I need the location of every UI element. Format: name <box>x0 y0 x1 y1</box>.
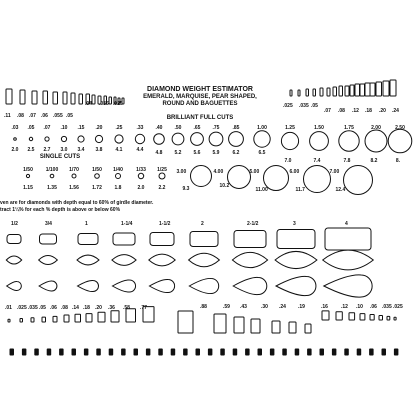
square-cut-cutout <box>31 318 34 322</box>
bottom-carat-label-right: .12 <box>341 304 348 310</box>
single-cut-cutout <box>116 174 121 179</box>
carat-label-top-left: .08 <box>17 113 24 119</box>
ruler-tick-mark <box>22 349 26 355</box>
baguette-cutout-top-right <box>350 85 354 96</box>
emerald-cut-cutout <box>40 234 57 244</box>
single-cut-carat-label: 1/40 <box>113 167 123 173</box>
baguette-cutout-top-right <box>306 89 309 96</box>
small-baguette-cutout <box>336 312 342 320</box>
square-cut-cutout <box>86 314 92 322</box>
big-round-carat-label: 6.00 <box>289 169 300 175</box>
carat-label-top-right: .18 <box>365 108 372 114</box>
brilliant-carat-label: .50 <box>174 125 182 131</box>
big-round-carat-label: 5.00 <box>249 169 260 175</box>
brilliant-cut-cutout <box>172 133 184 145</box>
brilliant-carat-label: .75 <box>212 125 220 131</box>
small-baguette-cutout <box>387 316 390 320</box>
bottom-carat-label-right: .025 <box>393 304 403 310</box>
small-baguette-cutout <box>370 315 374 320</box>
fancy-size-label: 4 <box>345 221 348 227</box>
bottom-carat-label-left: .58 <box>123 305 130 311</box>
small-baguette-cutout <box>394 317 396 320</box>
carat-label-top-mid: .025 <box>113 101 123 107</box>
ruler-tick-mark <box>308 349 312 355</box>
square-cut-cutout <box>75 314 81 322</box>
baguette-cutout-top-left <box>53 92 58 104</box>
depth-note-line-1: ven are for diamonds with depth equal to 60% of girdle diameter. <box>0 200 154 206</box>
emerald-cut-cutout <box>7 235 21 244</box>
square-cut-cutout <box>64 315 69 322</box>
carat-label-top-left: .07 <box>29 113 36 119</box>
brilliant-mm-label: 2.0 <box>11 147 19 153</box>
single-cut-carat-label: 1/50 <box>23 167 33 173</box>
bottom-carat-label-left: .025 <box>17 305 27 311</box>
single-cut-cutout <box>26 174 29 177</box>
pear-shape-cutout <box>112 280 135 292</box>
brilliant-cut-cutout <box>115 135 123 143</box>
brilliant-mm-label: 5.6 <box>193 150 201 156</box>
ruler-tick-mark <box>47 349 51 355</box>
emerald-cut-cutout <box>113 233 135 245</box>
single-cut-cutout <box>72 174 76 178</box>
brilliant-cut-cutout <box>135 134 144 143</box>
brilliant-cut-cutout-large <box>281 132 298 149</box>
ruler-tick-mark <box>184 349 188 355</box>
ruler-tick-mark <box>159 349 163 355</box>
fancy-size-label: 1/2 <box>11 221 18 227</box>
brilliant-carat-label: .05 <box>27 125 35 131</box>
ruler-tick-mark <box>332 349 336 355</box>
baguette-cutout-top-right <box>360 84 365 96</box>
bottom-carat-label-right: .24 <box>279 304 286 310</box>
brilliant-mm-label: 4.4 <box>136 147 144 153</box>
ruler-tick-mark <box>221 349 225 355</box>
marquise-cutout <box>149 254 175 266</box>
brilliant-mm-label: 2.7 <box>43 147 51 153</box>
brilliant-cut-cutout <box>45 137 49 141</box>
brilliant-carat-label-right: 2.50 <box>395 125 405 131</box>
baguette-cutout-top-left <box>109 97 112 104</box>
marquise-cutout <box>323 250 374 270</box>
carat-label-top-right: .12 <box>352 108 359 114</box>
brilliant-carat-label-right: 2.00 <box>371 125 381 131</box>
bottom-carat-label-right: .035 <box>382 304 392 310</box>
large-baguette-cutout <box>272 321 280 333</box>
baguette-cutout-top-right <box>320 88 323 96</box>
pear-shape-cutout <box>276 276 316 295</box>
emerald-cut-cutout <box>234 231 266 248</box>
ruler-tick-mark <box>357 349 361 355</box>
brilliant-mm-label: 3.0 <box>60 147 68 153</box>
marquise-cutout <box>6 256 21 264</box>
carat-label-top-right: .035 <box>299 103 309 109</box>
baguette-cutout-top-left <box>43 91 48 104</box>
brilliant-carat-label: .65 <box>193 125 201 131</box>
brilliant-cut-cutout <box>229 132 244 147</box>
single-cut-mm-label: 1.72 <box>92 185 102 191</box>
baguette-cutout-top-right <box>383 81 389 96</box>
baguette-cutout-top-left <box>92 95 95 104</box>
single-cut-mm-label: 1.8 <box>114 185 122 191</box>
brilliant-mm-label: 5.9 <box>212 150 220 156</box>
baguette-cutout-top-left <box>63 92 67 104</box>
square-cut-cutout <box>20 319 23 323</box>
brilliant-cut-cutout <box>154 134 165 145</box>
marquise-cutout <box>39 256 58 265</box>
brilliant-cut-cutout-large <box>310 132 329 151</box>
ruler-tick-mark <box>208 349 212 355</box>
brilliant-mm-label: 6.5 <box>258 150 266 156</box>
brilliant-mm-label-right: 7.4 <box>313 158 321 164</box>
brilliant-carat-label-right: 1.75 <box>344 125 354 131</box>
brilliant-mm-label: 4.1 <box>115 147 123 153</box>
big-round-mm-label: 10.2 <box>219 183 230 189</box>
marquise-cutout <box>112 255 136 266</box>
emerald-cut-cutout <box>325 228 371 250</box>
baguette-cutout-top-right <box>355 84 360 96</box>
baguette-cutout-top-left <box>6 89 12 104</box>
baguette-cutout-top-right <box>345 86 349 96</box>
big-round-mm-label: 11.00 <box>255 187 268 193</box>
bottom-carat-label-left: .14 <box>72 305 79 311</box>
ruler-tick-mark <box>394 349 398 355</box>
large-baguette-cutout <box>251 319 260 333</box>
ruler-tick-mark <box>246 349 250 355</box>
marquise-cutout <box>232 252 267 267</box>
fancy-size-label: 2-1/2 <box>247 221 259 227</box>
pear-shape-cutout <box>7 281 22 290</box>
brilliant-mm-label: 4.8 <box>155 150 163 156</box>
large-baguette-cutout <box>234 317 244 333</box>
carat-label-top-mid: .04 <box>85 101 92 107</box>
fancy-size-label: 2 <box>201 221 204 227</box>
ruler-tick-mark <box>60 349 64 355</box>
brilliant-cut-cutout <box>95 135 102 142</box>
brilliant-cut-cutout <box>61 136 66 141</box>
bottom-carat-label-left: .08 <box>61 305 68 311</box>
big-round-cutout <box>228 166 251 189</box>
brilliant-cut-cutout <box>14 138 17 141</box>
single-cut-mm-label: 1.56 <box>69 185 79 191</box>
carat-label-top-right: .20 <box>379 108 386 114</box>
fancy-size-label: 3 <box>293 221 296 227</box>
big-round-mm-label: 12.4 <box>335 187 346 193</box>
brilliant-cut-cutout <box>78 136 84 142</box>
large-baguette-cutout <box>289 322 296 333</box>
emerald-cut-cutout <box>78 234 98 245</box>
single-cut-mm-label: 2.2 <box>158 185 166 191</box>
big-round-mm-label: 9.3 <box>182 186 190 192</box>
small-baguette-cutout <box>322 311 329 320</box>
brilliant-carat-label-right: 1.25 <box>285 125 295 131</box>
ruler-tick-mark <box>146 349 150 355</box>
large-baguette-cutout <box>214 314 226 333</box>
square-cut-cutout <box>8 319 10 322</box>
brilliant-mm-label-right: 7.0 <box>284 158 292 164</box>
brilliant-carat-label: .10 <box>60 125 68 131</box>
brilliant-carat-label: .40 <box>155 125 163 131</box>
single-cut-carat-label: 1/33 <box>136 167 146 173</box>
bottom-carat-label-right: .30 <box>261 304 268 310</box>
bottom-carat-label-left: .05 <box>39 305 46 311</box>
brilliant-mm-label: 5.2 <box>174 150 182 156</box>
carat-label-top-left: .055 <box>53 113 63 119</box>
depth-note-line-2: tract 1¼% for each % depth is above or below 60% <box>0 207 121 213</box>
ruler-tick-mark <box>171 349 175 355</box>
brilliant-carat-label: 1.00 <box>257 125 267 131</box>
brilliant-carat-label: .15 <box>77 125 85 131</box>
bottom-carat-label-right: .88 <box>200 304 207 310</box>
bottom-carat-label-right: .59 <box>223 304 230 310</box>
pear-shape-cutout <box>324 275 372 297</box>
bottom-carat-label-left: .77 <box>140 305 147 311</box>
bottom-carat-label-right: .43 <box>240 304 247 310</box>
brilliant-carat-label: .07 <box>43 125 51 131</box>
single-cut-cutout <box>138 173 143 178</box>
pear-shape-cutout <box>233 277 267 294</box>
big-round-cutout <box>304 166 331 193</box>
brilliant-carat-label: .03 <box>11 125 19 131</box>
ruler-tick-mark <box>196 349 200 355</box>
baguette-cutout-top-left <box>71 93 75 104</box>
brilliant-carat-label-right: 1.50 <box>314 125 324 131</box>
baguette-cutout-top-right <box>365 83 370 96</box>
subtitle-line-1: EMERALD, MARQUISE, PEAR SHAPED, <box>143 94 257 100</box>
single-cut-carat-label: 1/50 <box>92 167 102 173</box>
fancy-size-label: 1 <box>85 221 88 227</box>
baguette-cutout-top-right <box>390 80 396 96</box>
carat-label-top-right: .025 <box>283 103 293 109</box>
square-cut-cutout <box>53 316 57 322</box>
brilliant-mm-label: 3.4 <box>77 147 85 153</box>
bottom-carat-label-left: .36 <box>108 305 115 311</box>
marquise-cutout <box>189 253 220 267</box>
brilliant-carat-label: .85 <box>232 125 240 131</box>
single-cut-carat-label: 1/25 <box>157 167 167 173</box>
baguette-cutout-top-right <box>313 89 316 96</box>
carat-label-top-mid: .035 <box>99 101 109 107</box>
big-round-carat-label: 7.00 <box>329 169 340 175</box>
brilliant-cut-cutout-large <box>339 131 359 151</box>
large-baguette-cutout <box>305 324 311 333</box>
bottom-carat-label-right: .06 <box>370 304 377 310</box>
carat-label-top-left: .05 <box>66 113 73 119</box>
single-cut-mm-label: 2.0 <box>137 185 145 191</box>
brilliant-mm-label-right: 8.2 <box>370 158 378 164</box>
ruler-tick-mark <box>270 349 274 355</box>
big-round-cutout <box>344 166 373 195</box>
single-cut-mm-label: 1.35 <box>47 185 57 191</box>
baguette-cutout-top-left <box>32 91 37 104</box>
ruler-tick-mark <box>258 349 262 355</box>
ruler-tick-mark <box>97 349 101 355</box>
pear-shape-cutout <box>78 280 99 291</box>
single-cuts-heading: SINGLE CUTS <box>39 154 81 160</box>
square-cut-cutout <box>111 311 119 322</box>
single-cut-cutout <box>50 174 54 178</box>
carat-label-top-right: .05 <box>311 103 318 109</box>
bottom-carat-label-left: .035 <box>28 305 38 311</box>
big-round-cutout <box>191 166 212 187</box>
big-round-carat-label: 3.00 <box>176 169 187 175</box>
ruler-tick-mark <box>134 349 138 355</box>
ruler-tick-mark <box>122 349 126 355</box>
subtitle-line-2: ROUND AND BAGUETTES <box>162 101 238 107</box>
brilliant-cut-cutout <box>191 133 204 146</box>
brilliant-cut-cutout <box>254 131 270 147</box>
single-cut-carat-label: 1/70 <box>69 167 79 173</box>
ruler-tick-mark <box>233 349 237 355</box>
carat-label-top-left: .06 <box>41 113 48 119</box>
large-baguette-cutout <box>178 311 193 333</box>
brilliant-mm-label: 2.5 <box>27 147 35 153</box>
ruler-tick-mark <box>370 349 374 355</box>
bottom-carat-label-right: .10 <box>356 304 363 310</box>
brilliant-cut-cutout-large <box>365 130 387 152</box>
ruler-tick-mark <box>382 349 386 355</box>
brilliant-mm-label-right: 7.8 <box>343 158 351 164</box>
brilliant-carat-label: .33 <box>136 125 144 131</box>
big-round-mm-label: 11.7 <box>295 187 305 193</box>
ruler-tick-mark <box>295 349 299 355</box>
ruler-tick-mark <box>72 349 76 355</box>
fancy-size-label: 1-1/4 <box>121 221 133 227</box>
baguette-cutout-top-right <box>370 83 375 96</box>
bottom-carat-label-left: .20 <box>95 305 102 311</box>
marquise-cutout <box>275 251 317 268</box>
baguette-cutout-top-left <box>79 94 83 104</box>
brilliant-cut-cutout <box>209 132 223 146</box>
single-cut-cutout <box>159 173 165 179</box>
fancy-size-label: 1-1/2 <box>159 221 171 227</box>
single-cut-cutout <box>95 174 100 179</box>
marquise-cutout <box>77 255 99 265</box>
brilliant-carat-label: .25 <box>115 125 123 131</box>
bottom-carat-label-right: .16 <box>321 304 328 310</box>
ruler-tick-mark <box>320 349 324 355</box>
carat-label-top-right: .08 <box>338 108 345 114</box>
brilliant-cut-cutout <box>29 137 32 140</box>
baguette-cutout-top-right <box>376 82 382 96</box>
bottom-carat-label-left: .18 <box>83 305 90 311</box>
baguette-cutout-top-right <box>327 88 330 96</box>
single-cut-carat-label: 1/100 <box>45 167 59 173</box>
carat-label-top-right: .24 <box>392 108 399 114</box>
single-cut-mm-label: 1.15 <box>23 185 33 191</box>
pear-shape-cutout <box>39 281 57 291</box>
emerald-cut-cutout <box>277 230 315 249</box>
ruler-tick-mark <box>84 349 88 355</box>
brilliant-mm-label: 6.2 <box>232 150 240 156</box>
ruler-tick-mark <box>345 349 349 355</box>
baguette-cutout-top-right <box>333 87 337 96</box>
bottom-carat-label-left: .01 <box>5 305 12 311</box>
emerald-cut-cutout <box>150 233 174 246</box>
pear-shape-cutout <box>189 278 218 293</box>
big-round-carat-label: 4.00 <box>213 169 224 175</box>
baguette-cutout-top-right <box>290 90 292 96</box>
brilliant-cuts-heading: BRILLIANT FULL CUTS <box>166 115 234 121</box>
square-cut-cutout <box>98 312 105 322</box>
small-baguette-cutout <box>379 315 383 320</box>
brilliant-mm-label-right: 8. <box>395 158 401 164</box>
baguette-cutout-top-left <box>20 90 25 104</box>
small-baguette-cutout <box>360 314 365 320</box>
brilliant-carat-label: .20 <box>95 125 103 131</box>
small-baguette-cutout <box>349 313 355 320</box>
bottom-carat-label-right: .19 <box>298 304 305 310</box>
ruler-tick-mark <box>109 349 113 355</box>
emerald-cut-cutout <box>190 232 218 247</box>
baguette-cutout-top-right <box>339 86 343 96</box>
carat-label-top-left: .11 <box>4 113 11 119</box>
ruler-tick-mark <box>283 349 287 355</box>
fancy-size-label: 3/4 <box>45 221 52 227</box>
brilliant-mm-label: 3.8 <box>95 147 103 153</box>
carat-label-top-right: .07 <box>324 108 331 114</box>
baguette-cutout-top-right <box>298 90 300 96</box>
ruler-tick-mark <box>35 349 39 355</box>
square-cut-cutout <box>42 317 46 322</box>
bottom-carat-label-left: .06 <box>50 305 57 311</box>
brilliant-cut-cutout-large <box>388 129 412 153</box>
ruler-tick-mark <box>10 349 14 355</box>
estimator-title: DIAMOND WEIGHT ESTIMATOR <box>147 86 253 93</box>
pear-shape-cutout <box>149 279 174 292</box>
